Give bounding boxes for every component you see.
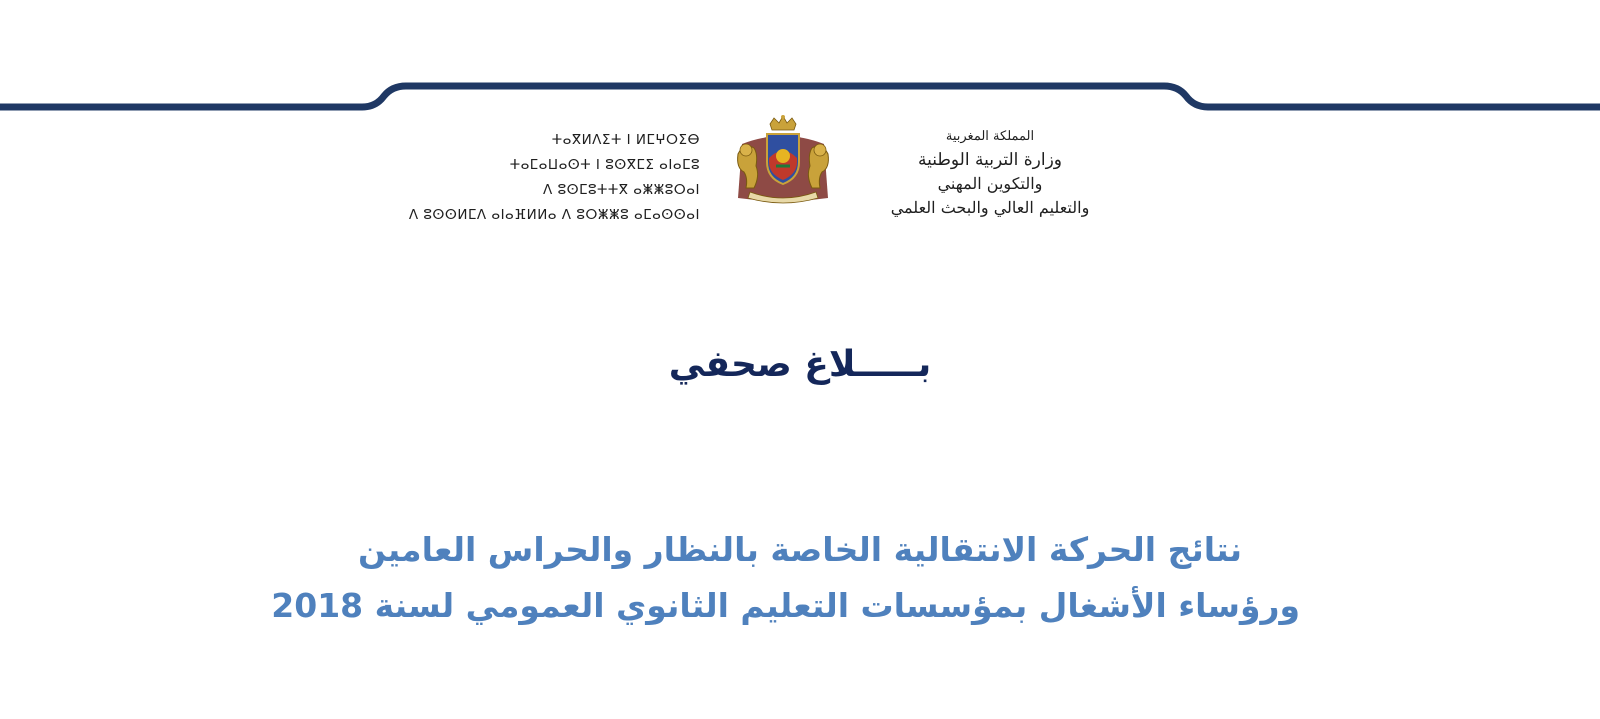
press-release-title: بـــــلاغ صحفي (668, 344, 932, 385)
headline-line: ورؤساء الأشغال بمؤسسات التعليم الثانوي العمومي لسنة 2018 (271, 586, 1300, 625)
headline-line: نتائج الحركة الانتقالية الخاصة بالنظار والحراس العامين (358, 530, 1242, 569)
tifinagh-line: ⵜⴰⵎⴰⵡⴰⵙⵜ ⵏ ⵓⵙⴳⵎⵉ ⴰⵏⴰⵎⵓ (509, 157, 700, 173)
ministry-name-tifinagh (360, 128, 700, 228)
arabic-line: والتكوين المهني (937, 174, 1043, 193)
ministry-name-arabic (830, 126, 1150, 220)
header-rule (0, 78, 1600, 118)
arabic-line: المملكة المغربية (945, 129, 1035, 144)
tifinagh-line: ⴷ ⵓⵙⵙⵍⵎⴷ ⴰⵏⴰⴼⵍⵍⴰ ⴷ ⵓⵔⵥⵥⵓ ⴰⵎⴰⵙⵙⴰⵏ (408, 207, 700, 223)
arabic-line: والتعليم العالي والبحث العلمي (890, 198, 1090, 217)
tifinagh-line: ⵜⴰⴳⵍⴷⵉⵜ ⵏ ⵍⵎⵖⵔⵉⴱ (551, 132, 700, 148)
moroccan-royal-coat-of-arms-icon (724, 114, 842, 208)
announcement-headline (271, 522, 1300, 634)
arabic-line: وزارة التربية الوطنية (917, 150, 1063, 170)
tifinagh-line: ⴷ ⵓⵙⵎⵓⵜⵜⴳ ⴰⵥⵥⵓⵔⴰⵏ (543, 182, 700, 198)
